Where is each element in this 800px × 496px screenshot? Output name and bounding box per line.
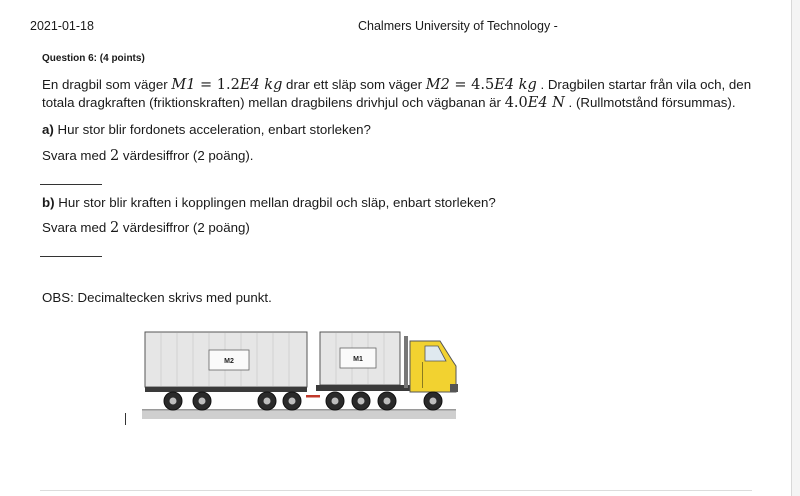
wheels	[164, 392, 442, 410]
m2-variable: M2	[425, 77, 450, 93]
cab-door-line	[422, 362, 423, 388]
intro-text-3: . Dragbilen startar från vila och, den totala dragkraften (friktionskraften) mellan dragbilens drivhjul och vägbanan är	[42, 77, 752, 110]
mass-m2-expression	[426, 77, 537, 93]
trailer-label-text: M2	[224, 358, 234, 365]
ground-line	[142, 409, 456, 411]
m2-equals-value: = 4.5	[449, 77, 495, 93]
force-expression	[505, 95, 565, 111]
question-intro	[42, 76, 772, 112]
exhaust	[404, 336, 408, 388]
intro-text-1: En dragbil som väger	[42, 77, 172, 92]
part-a-answer-post: värdesiffror (2 poäng).	[119, 148, 254, 163]
part-a-label: a)	[42, 122, 54, 137]
part-a-answer-num: 2	[110, 148, 120, 164]
text-cursor	[125, 413, 126, 425]
part-b-label: b)	[42, 195, 55, 210]
obs-note: OBS: Decimaltecken skrivs med punkt.	[42, 290, 272, 305]
bottom-rule	[40, 490, 752, 491]
part-b-answer-num: 2	[110, 220, 120, 236]
force-exponent: E4	[527, 95, 548, 111]
part-b-answer-instruction	[42, 220, 250, 236]
truck-label-text: M1	[353, 356, 363, 363]
part-b-question	[42, 195, 496, 210]
mass-m1-expression	[171, 77, 282, 93]
part-b-answer-post: värdesiffror (2 poäng)	[119, 220, 250, 235]
m1-variable: M1	[171, 77, 196, 93]
page-edge	[791, 0, 800, 496]
question-title: Question 6: (4 points)	[42, 53, 145, 64]
force-unit: N	[547, 95, 565, 111]
m2-unit: kg	[514, 77, 537, 93]
part-b-answer-blank[interactable]	[40, 256, 102, 257]
truck-and-trailer-figure	[140, 326, 460, 422]
part-a-text: Hur stor blir fordonets acceleration, enbart storleken?	[53, 122, 371, 137]
part-a-answer-instruction	[42, 148, 254, 164]
m1-exponent: E4	[239, 77, 260, 93]
header-institution: Chalmers University of Technology -	[358, 19, 558, 33]
part-a-question	[42, 122, 371, 137]
part-b-answer-pre: Svara med	[42, 220, 110, 235]
intro-text-2: drar ett släp som väger	[282, 77, 426, 92]
m2-exponent: E4	[494, 77, 515, 93]
m1-unit: kg	[259, 77, 283, 93]
m1-equals-value: = 1.2	[195, 77, 240, 93]
force-value: 4.0	[504, 95, 528, 111]
part-a-answer-pre: Svara med	[42, 148, 110, 163]
part-b-text: Hur stor blir kraften i kopplingen mellan dragbil och släp, enbart storleken?	[54, 195, 496, 210]
coupling	[306, 395, 320, 398]
cab-bumper	[450, 384, 458, 392]
header-date: 2021-01-18	[30, 19, 94, 33]
part-a-answer-blank[interactable]	[40, 184, 102, 185]
intro-text-4: . (Rullmotstånd försummas).	[564, 95, 736, 110]
trailer-chassis	[145, 387, 307, 392]
